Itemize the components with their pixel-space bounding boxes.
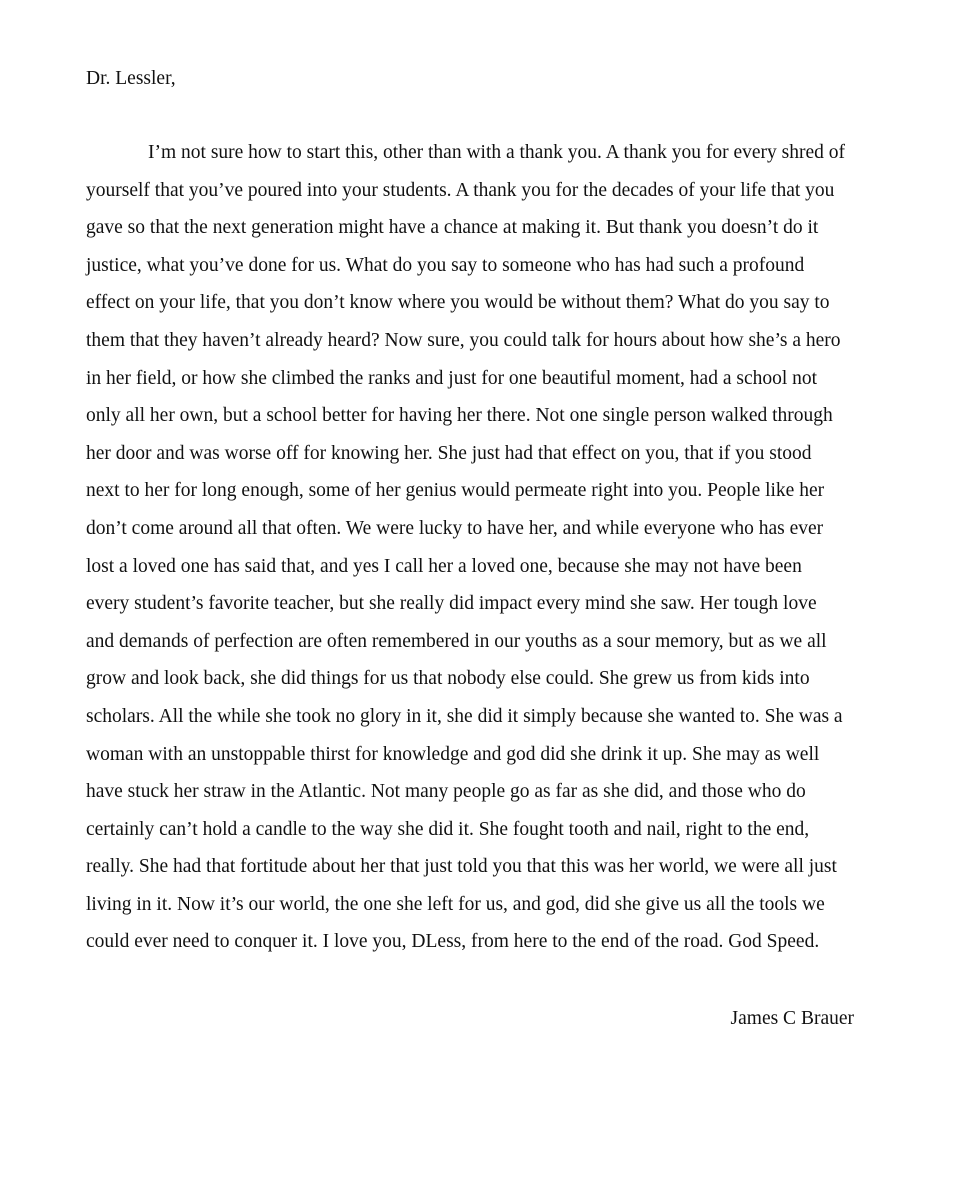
body-line: have stuck her straw in the Atlantic. Not many people go as far as she did, and those who do [86,781,806,803]
body-line: effect on your life, that you don’t know where you would be without them? What do you say to [86,292,830,314]
body-line: in her field, or how she climbed the ranks and just for one beautiful moment, had a school not [86,367,818,389]
body-line: grow and look back, she did things for us that nobody else could. She grew us from kids into [86,668,810,690]
body-line: yourself that you’ve poured into your students. A thank you for the decades of your life that you [86,179,835,201]
body-line: I’m not sure how to start this, other than with a thank you. A thank you for every shred of [148,142,845,163]
body-line: woman with an unstoppable thirst for knowledge and god did she drink it up. She may as well [86,743,820,765]
body-line: lost a loved one has said that, and yes I call her a loved one, because she may not have been [86,555,802,577]
body-line: next to her for long enough, some of her genius would permeate right into you. People like her [86,480,825,502]
letter-body [86,134,886,961]
body-line: them that they haven’t already heard? Now sure, you could talk for hours about how she’s a hero [86,329,841,351]
body-line: only all her own, but a school better for having her there. Not one single person walked through [86,405,833,427]
body-line: certainly can’t hold a candle to the way she did it. She fought tooth and nail, right to the end, [86,818,810,840]
body-line: every student’s favorite teacher, but she really did impact every mind she saw. Her tough love [86,593,817,615]
salutation: Dr. Lessler, [86,68,176,89]
body-line: scholars. All the while she took no glory in it, she did it simply because she wanted to. She was a [86,705,843,727]
body-line: living in it. Now it’s our world, the one she left for us, and god, did she give us all the tools we [86,893,825,915]
body-line: don’t come around all that often. We were lucky to have her, and while everyone who has ever [86,517,824,539]
body-line: could ever need to conquer it. I love you, DLess, from here to the end of the road. God Speed. [86,931,820,953]
body-line: really. She had that fortitude about her that just told you that this was her world, we were all just [86,856,837,878]
signature: James C Brauer [730,1008,854,1029]
body-line: and demands of perfection are often remembered in our youths as a sour memory, but as we all [86,630,827,652]
body-line: her door and was worse off for knowing her. She just had that effect on you, that if you stood [86,442,812,464]
body-line: justice, what you’ve done for us. What do you say to someone who has had such a profound [86,254,805,276]
body-line: gave so that the next generation might have a chance at making it. But thank you doesn’t do it [86,217,819,239]
